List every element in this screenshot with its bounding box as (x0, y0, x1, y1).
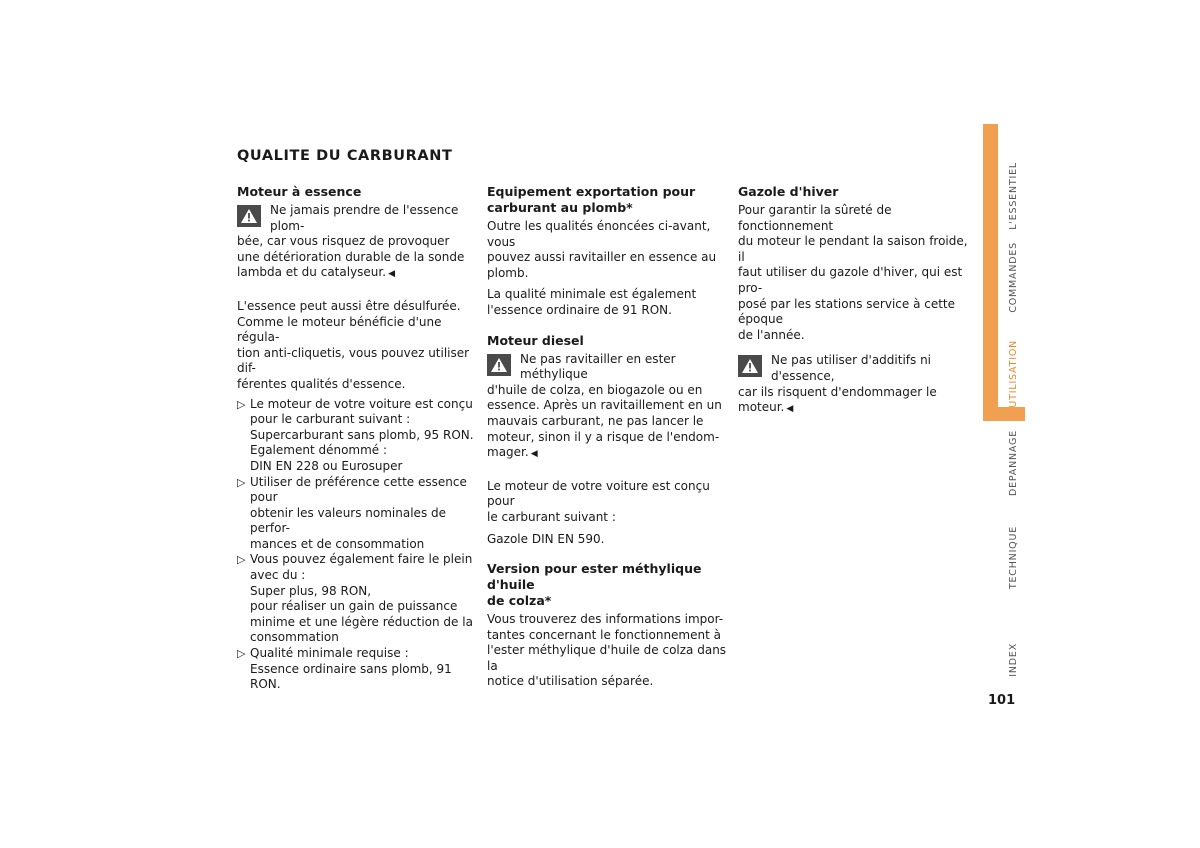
column-3 (738, 184, 978, 418)
warning-text-line: lambda et du catalyseur. ◀ (237, 265, 395, 280)
warning-text-line: bée, car vous risquez de provoquer (237, 234, 450, 249)
warning-text-line: une détérioration durable de la sonde (237, 249, 465, 264)
warning-block: Ne pas ravitailler en ester méthylique d'huile de colza, en biogazole ou en essence. Après un ravitaillement en un mauvais carburant, ne pas lancer le moteur, sinon il y a risque de l'endom- mager. ◀ (487, 351, 722, 460)
heading-equipement-exportation: Equipement exportation pour carburant au plomb* (487, 184, 696, 215)
warning-text-line: Ne jamais prendre de l'essence plom- (270, 203, 459, 233)
paragraph: Gazole DIN EN 590. (487, 531, 605, 546)
bullet-triangle-icon: ▷ (237, 475, 246, 489)
list-item: ▷ Utiliser de préférence cette essence pour obtenir les valeurs nominales de perfor- mances et de consommation (237, 474, 467, 551)
heading-gazole-hiver: Gazole d'hiver (738, 184, 839, 199)
warning-icon (738, 355, 762, 377)
bullet-triangle-icon: ▷ (237, 647, 246, 661)
tab-technique[interactable]: TECHNIQUE (1008, 526, 1019, 590)
end-marker-icon: ◀ (388, 269, 395, 280)
section-indicator-bar (983, 124, 998, 421)
warning-icon (487, 354, 511, 376)
list-item: ▷ Le moteur de votre voiture est conçu pour le carburant suivant : Supercarburant sans plomb, 95 RON. Egalement dénommé : DIN EN 228 ou Eurosuper (237, 396, 474, 473)
heading-version-ester: Version pour ester méthylique d'huile de colza* (487, 561, 702, 609)
tab-utilisation[interactable]: UTILISATION (1008, 340, 1019, 408)
tab-essentiel[interactable]: L'ESSENTIEL (1008, 162, 1019, 230)
column-1 (237, 184, 477, 693)
tab-commandes[interactable]: COMMANDES (1008, 242, 1019, 313)
warning-block: Ne pas utiliser d'additifs ni d'essence, car ils risquent d'endommager le moteur. ◀ (738, 353, 937, 415)
section-indicator-foot (983, 407, 1025, 421)
paragraph: Outre les qualités énoncées ci-avant, vous pouvez aussi ravitailler en essence au plomb. (487, 219, 717, 280)
list-item: ▷ Vous pouvez également faire le plein avec du : Super plus, 98 RON, pour réaliser un gain de puissance minime et une légère réduction de la consommation (237, 552, 473, 645)
warning-icon (237, 205, 261, 227)
column-2 (487, 184, 727, 690)
heading-moteur-essence: Moteur à essence (237, 184, 362, 199)
paragraph: L'essence peut aussi être désulfurée. Comme le moteur bénéficie d'une régula- tion anti-cliquetis, vous pouvez utiliser dif- férentes qualités d'essence. (237, 298, 470, 391)
warning-block (237, 203, 477, 283)
fuel-list (237, 397, 477, 693)
paragraph: Pour garantir la sûreté de fonctionnement du moteur le pendant la saison froide, il faut utiliser du gazole d'hiver, qui est pro- posé par les stations service à cette époque de l'année. (738, 203, 968, 342)
end-marker-icon: ◀ (530, 449, 538, 460)
bullet-triangle-icon: ▷ (237, 553, 246, 567)
paragraph: La qualité minimale est également l'essence ordinaire de 91 RON. (487, 287, 697, 317)
tab-index[interactable]: INDEX (1008, 643, 1019, 677)
heading-moteur-diesel: Moteur diesel (487, 332, 584, 348)
list-item: ▷ Qualité minimale requise : Essence ordinaire sans plomb, 91 RON. (237, 646, 452, 692)
page-number: 101 (988, 693, 1016, 708)
paragraph: Vous trouverez des informations impor- tantes concernant le fonctionnement à l'ester méthylique d'huile de colza dans la notice d'utilisation séparée. (487, 612, 727, 689)
tab-depannage[interactable]: DEPANNAGE (1008, 430, 1019, 497)
paragraph: Le moteur de votre voiture est conçu pour le carburant suivant : (487, 478, 710, 524)
bullet-triangle-icon: ▷ (237, 397, 246, 411)
end-marker-icon: ◀ (786, 404, 794, 415)
page-title: QUALITE DU CARBURANT (237, 148, 453, 164)
